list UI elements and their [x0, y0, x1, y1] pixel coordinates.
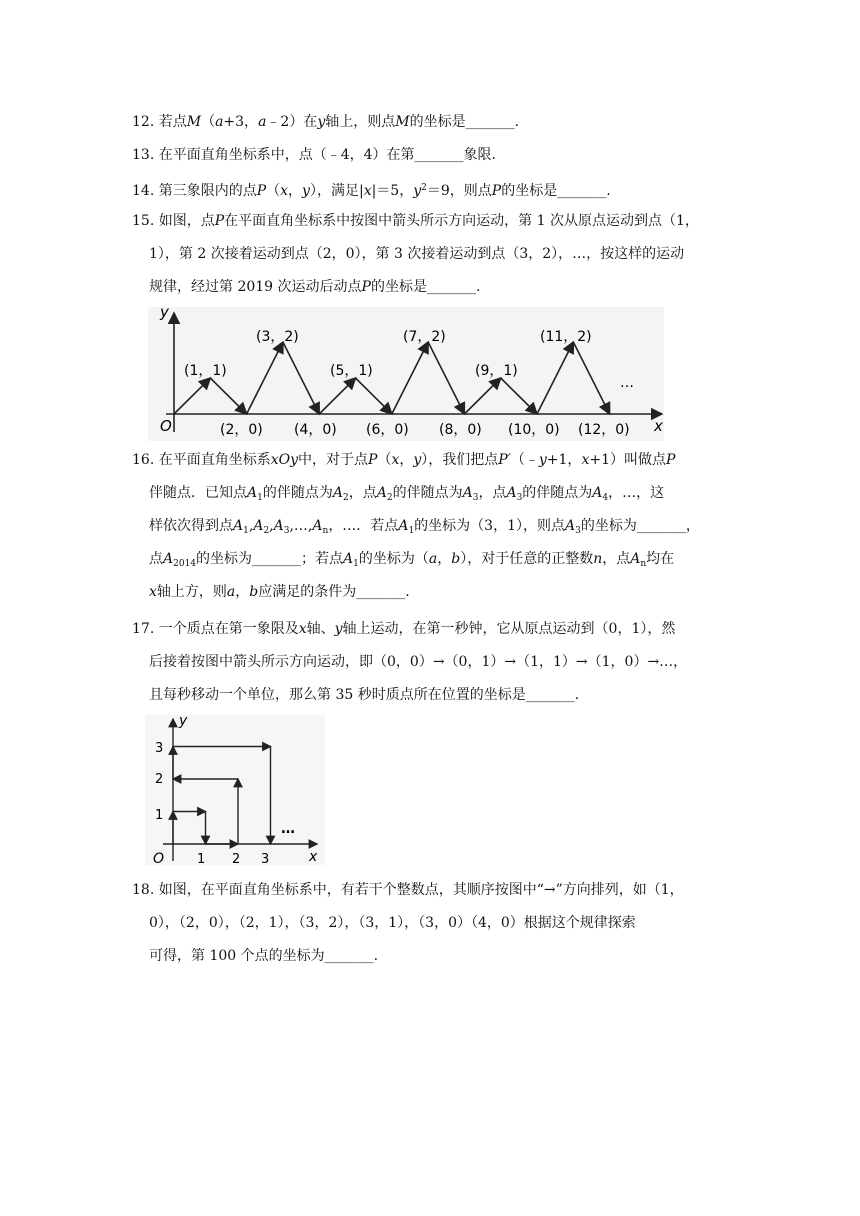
x-tick-label: 2	[232, 852, 241, 865]
question-number: 13.	[132, 147, 155, 163]
figure-background	[145, 715, 325, 865]
base-label: (6，0)	[366, 422, 409, 438]
answer-blank[interactable]: _______	[465, 114, 515, 130]
staircase-figure	[145, 715, 325, 865]
question-number: 12.	[132, 114, 155, 130]
answer-blank[interactable]: _______	[426, 279, 476, 295]
zigzag-figure	[148, 307, 664, 441]
base-label: (12，0)	[578, 422, 630, 438]
x-axis-label: x	[654, 417, 663, 435]
question-15: 15. 如图，点P在平面直角坐标系中按图中箭头所示方向运动，第 1 次从原点运动到点（1， 1），第 2 次接着运动到点（2，0），第 3 次接着运动到点（3，2），…，按这样的运动 规律，经过第 2019 次运动后动点P的坐标是_______.	[132, 213, 699, 295]
base-label: (2，0)	[220, 422, 263, 438]
x-axis-label: x	[309, 849, 318, 865]
question-number: 18.	[132, 882, 155, 898]
peak-label: (3，2)	[256, 329, 299, 345]
peak-label: (5，1)	[330, 363, 373, 379]
answer-blank[interactable]: _______	[636, 518, 686, 534]
question-number: 14.	[132, 183, 155, 199]
question-number: 16.	[132, 452, 155, 468]
peak-label: (11，2)	[540, 329, 592, 345]
base-label: (10，0)	[508, 422, 560, 438]
ellipsis: …	[620, 375, 634, 391]
answer-blank[interactable]: _______	[324, 948, 374, 964]
answer-blank[interactable]: _______	[525, 687, 575, 703]
peak-label: (7，2)	[403, 329, 446, 345]
answer-blank[interactable]: _______	[557, 183, 607, 199]
base-label: (4，0)	[294, 422, 337, 438]
question-17: 17. 一个质点在第一象限及x轴、y轴上运动，在第一秒钟，它从原点运动到（0，1），然 后接着按图中箭头所示方向运动，即（0，0）→（0，1）→（1，1）→（1，0）→…， 且每秒移动一个单位，那么第 35 秒时质点所在位置的坐标是_______.	[132, 621, 688, 703]
y-tick-label: 1	[155, 808, 164, 823]
y-tick-label: 2	[155, 772, 164, 787]
y-axis-label: y	[179, 715, 188, 729]
ellipsis: …	[281, 821, 295, 837]
question-16: 16. 在平面直角坐标系xOy中，对于点P（x，y），我们把点P′（﹣y+1，x+1）叫做点P 伴随点．已知点$A_1$的伴随点为$A_2$，点$A_2$的伴随点为$A_3$，点$A_3$的伴随点为$A_4$，…，这 样依次得到点$A_1,A_2,A_3,\dots,A_n$，…．若点$A_1$的坐标为（3，1），则点$A_3$的坐标为_______， 点$A_{2014}$的坐标为_______；若点$A_1$的坐标为（a，b），对于任意的正整数n，点$A_n$均在 x轴上方，则a，b应满足的条件为_______.	[132, 452, 700, 600]
y-axis-label: y	[160, 307, 169, 321]
peak-label: (9，1)	[475, 363, 518, 379]
answer-blank[interactable]: _______	[252, 551, 302, 567]
x-tick-label: 3	[261, 852, 270, 865]
base-label: (8，0)	[439, 422, 482, 438]
origin-label: O	[160, 417, 172, 435]
peak-label: (1，1)	[184, 363, 227, 379]
answer-blank[interactable]: _______	[414, 147, 464, 163]
question-number: 15.	[132, 213, 155, 229]
answer-blank[interactable]: _______	[356, 584, 406, 600]
question-18: 18. 如图，在平面直角坐标系中，有若干个整数点，其顺序按图中“→”方向排列，如（1， 0），（2，0），（2，1），（3，2），（3，1），（3，0）（4，0）根据这个规律探索 可得，第 100 个点的坐标为_______.	[132, 882, 684, 964]
y-tick-label: 3	[155, 741, 164, 756]
question-number: 17.	[132, 621, 155, 637]
x-tick-label: 1	[197, 852, 206, 865]
origin-label: O	[153, 851, 165, 865]
